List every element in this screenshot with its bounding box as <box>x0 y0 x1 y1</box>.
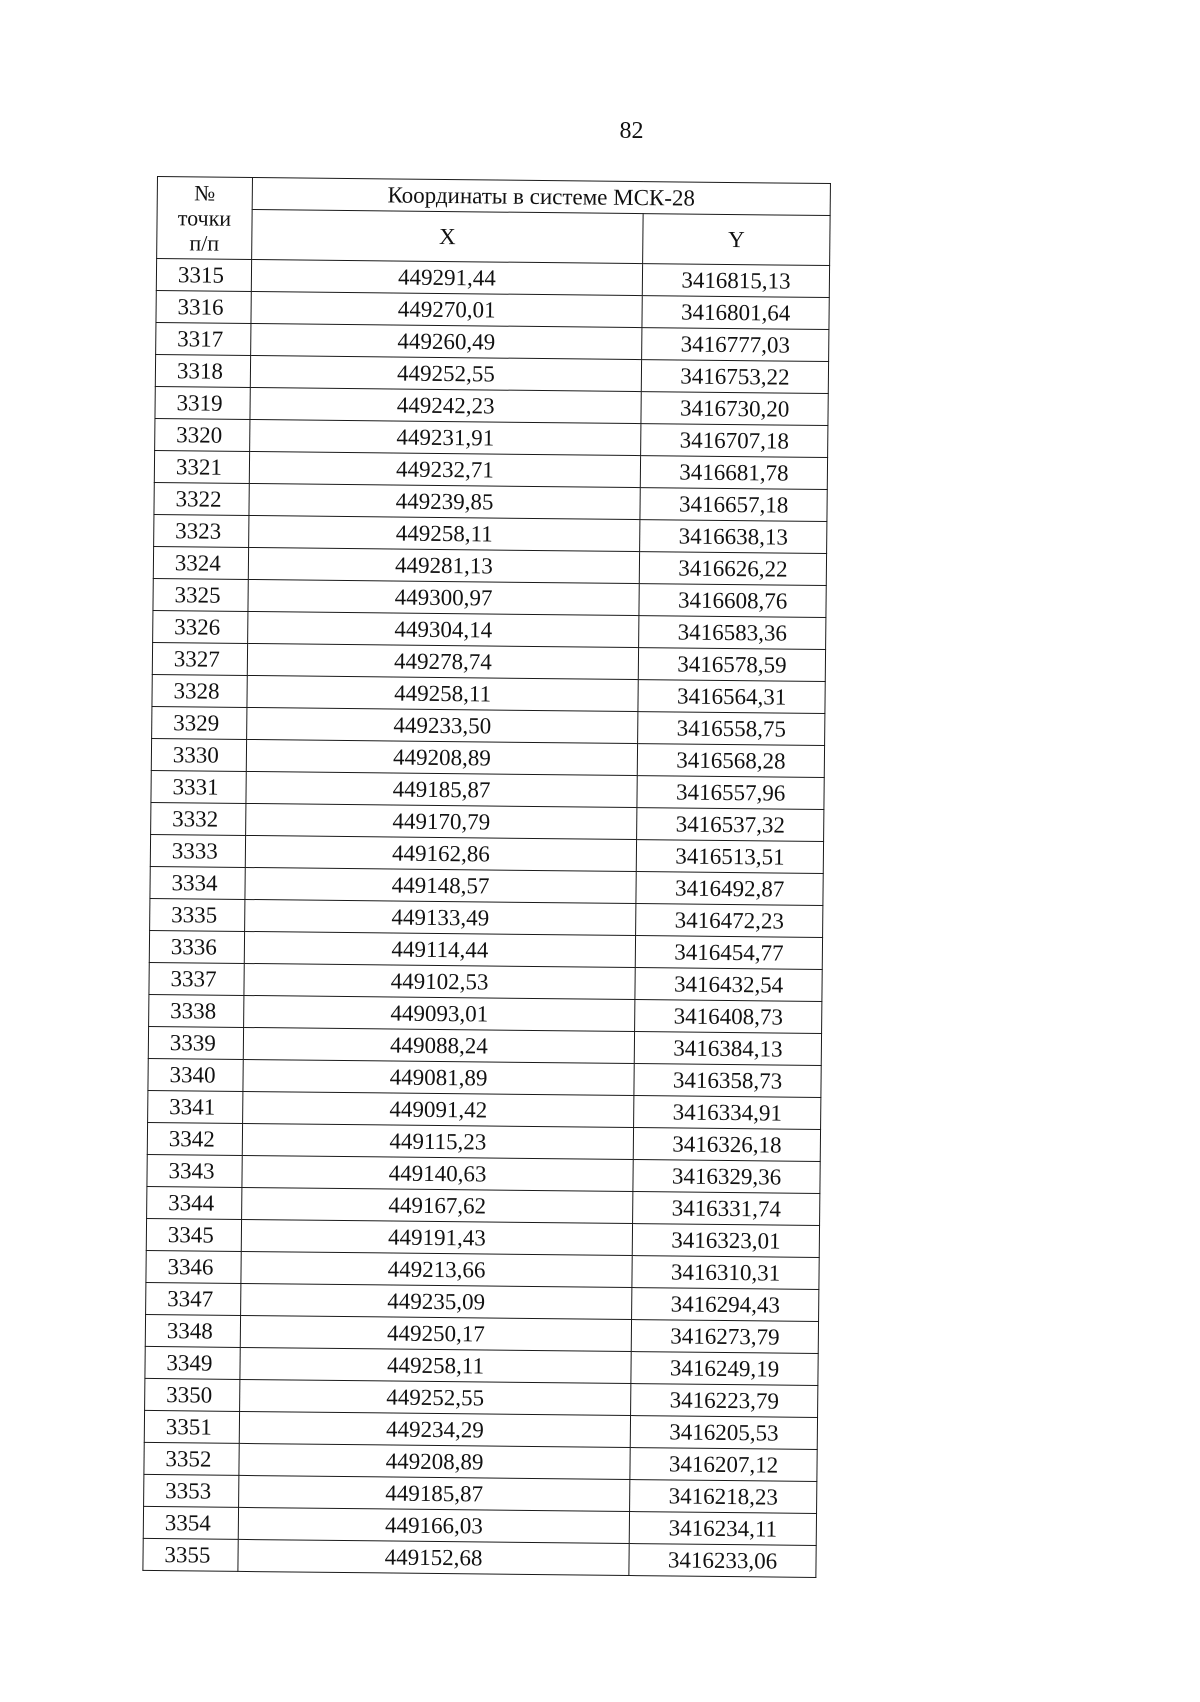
point-number-cell: 3315 <box>156 259 251 292</box>
y-coordinate-cell: 3416557,96 <box>637 776 824 810</box>
y-coordinate-cell: 3416492,87 <box>636 872 823 906</box>
x-coordinate-cell: 449231,91 <box>250 419 642 455</box>
y-coordinate-cell: 3416207,12 <box>630 1448 817 1482</box>
x-coordinate-cell: 449235,09 <box>240 1283 632 1319</box>
x-coordinate-cell: 449148,57 <box>245 867 637 903</box>
x-coordinate-cell: 449114,44 <box>244 931 636 967</box>
point-number-cell: 3350 <box>145 1378 240 1411</box>
y-coordinate-cell: 3416801,64 <box>642 296 829 330</box>
point-number-cell: 3332 <box>151 802 246 835</box>
point-number-cell: 3345 <box>146 1218 241 1251</box>
x-coordinate-cell: 449300,97 <box>248 579 640 615</box>
x-coordinate-cell: 449093,01 <box>243 995 635 1031</box>
coordinates-table <box>142 176 831 1578</box>
y-coordinate-cell: 3416218,23 <box>630 1480 817 1514</box>
y-coordinate-cell: 3416537,32 <box>637 808 824 842</box>
x-coordinate-cell: 449304,14 <box>248 611 640 647</box>
y-coordinate-cell: 3416249,19 <box>631 1352 818 1386</box>
point-number-cell: 3339 <box>148 1026 243 1059</box>
point-number-cell: 3347 <box>146 1282 241 1315</box>
y-coordinate-cell: 3416513,51 <box>636 840 823 874</box>
x-coordinate-cell: 449250,17 <box>240 1315 632 1351</box>
x-coordinate-cell: 449281,13 <box>248 547 640 583</box>
y-column-header: Y <box>643 214 830 266</box>
table-row <box>143 1538 816 1577</box>
point-number-header-line: п/п <box>189 230 220 256</box>
x-coordinate-cell: 449081,89 <box>243 1059 635 1095</box>
x-coordinate-cell: 449258,11 <box>249 515 641 551</box>
y-coordinate-cell: 3416323,01 <box>632 1224 819 1258</box>
point-number-cell: 3336 <box>149 930 244 963</box>
x-coordinate-cell: 449239,85 <box>249 483 641 519</box>
y-coordinate-cell: 3416273,79 <box>631 1320 818 1354</box>
x-coordinate-cell: 449185,87 <box>246 771 638 807</box>
x-coordinate-cell: 449140,63 <box>242 1155 634 1191</box>
point-number-cell: 3342 <box>147 1122 242 1155</box>
x-coordinate-cell: 449242,23 <box>250 387 642 423</box>
x-coordinate-cell: 449258,11 <box>240 1347 632 1383</box>
x-coordinate-cell: 449258,11 <box>247 675 639 711</box>
y-coordinate-cell: 3416815,13 <box>642 264 829 298</box>
point-number-cell: 3321 <box>154 450 249 483</box>
page-number: 82 <box>619 118 644 144</box>
point-number-cell: 3340 <box>148 1058 243 1091</box>
y-coordinate-cell: 3416329,36 <box>633 1160 820 1194</box>
point-number-cell: 3351 <box>144 1410 239 1443</box>
point-number-cell: 3327 <box>152 642 247 675</box>
point-number-header-line: точки <box>177 205 232 231</box>
y-coordinate-cell: 3416626,22 <box>639 552 826 586</box>
x-coordinate-cell: 449291,44 <box>251 259 643 295</box>
x-coordinate-cell: 449252,55 <box>250 355 642 391</box>
y-coordinate-cell: 3416707,18 <box>641 424 828 458</box>
x-coordinate-cell: 449133,49 <box>244 899 636 935</box>
y-coordinate-cell: 3416578,59 <box>638 648 825 682</box>
x-coordinate-cell: 449115,23 <box>242 1123 634 1159</box>
point-number-cell: 3319 <box>155 386 250 419</box>
x-coordinate-cell: 449162,86 <box>245 835 637 871</box>
point-number-header-line: № <box>194 179 216 206</box>
x-coordinate-cell: 449102,53 <box>244 963 636 999</box>
y-coordinate-cell: 3416233,06 <box>629 1544 816 1578</box>
y-coordinate-cell: 3416454,77 <box>635 936 822 970</box>
y-coordinate-cell: 3416608,76 <box>639 584 826 618</box>
x-coordinate-cell: 449270,01 <box>251 291 643 327</box>
y-coordinate-cell: 3416568,28 <box>637 744 824 778</box>
point-number-cell: 3348 <box>145 1314 240 1347</box>
x-coordinate-cell: 449208,89 <box>246 739 638 775</box>
x-column-header: X <box>252 209 644 263</box>
y-coordinate-cell: 3416730,20 <box>641 392 828 426</box>
y-coordinate-cell: 3416358,73 <box>634 1064 821 1098</box>
table-body <box>143 259 830 1578</box>
coordinates-system-header: Координаты в системе МСК-28 <box>252 177 830 215</box>
y-coordinate-cell: 3416432,54 <box>635 968 822 1002</box>
point-number-cell: 3352 <box>144 1442 239 1475</box>
y-coordinate-cell: 3416408,73 <box>635 1000 822 1034</box>
point-number-cell: 3322 <box>154 482 249 515</box>
y-coordinate-cell: 3416681,78 <box>640 456 827 490</box>
point-number-cell: 3353 <box>144 1474 239 1507</box>
x-coordinate-cell: 449185,87 <box>238 1475 630 1511</box>
x-coordinate-cell: 449170,79 <box>245 803 637 839</box>
point-number-cell: 3335 <box>150 898 245 931</box>
point-number-cell: 3317 <box>156 322 251 355</box>
point-number-cell: 3338 <box>149 994 244 1027</box>
point-number-cell: 3334 <box>150 866 245 899</box>
x-coordinate-cell: 449152,68 <box>238 1539 630 1575</box>
x-coordinate-cell: 449208,89 <box>239 1443 631 1479</box>
x-coordinate-cell: 449213,66 <box>241 1251 633 1287</box>
point-number-cell: 3320 <box>155 418 250 451</box>
point-number-cell: 3331 <box>151 770 246 803</box>
x-coordinate-cell: 449167,62 <box>241 1187 633 1223</box>
point-number-cell: 3330 <box>151 738 246 771</box>
x-coordinate-cell: 449166,03 <box>238 1507 630 1543</box>
x-coordinate-cell: 449234,29 <box>239 1411 631 1447</box>
x-coordinate-cell: 449233,50 <box>246 707 638 743</box>
x-coordinate-cell: 449088,24 <box>243 1027 635 1063</box>
y-coordinate-cell: 3416777,03 <box>642 328 829 362</box>
x-coordinate-cell: 449232,71 <box>249 451 641 487</box>
point-number-cell: 3324 <box>153 546 248 579</box>
point-number-cell: 3337 <box>149 962 244 995</box>
y-coordinate-cell: 3416472,23 <box>636 904 823 938</box>
y-coordinate-cell: 3416583,36 <box>639 616 826 650</box>
point-number-cell: 3344 <box>147 1186 242 1219</box>
x-coordinate-cell: 449260,49 <box>251 323 643 359</box>
x-coordinate-cell: 449252,55 <box>239 1379 631 1415</box>
x-coordinate-cell: 449091,42 <box>242 1091 634 1127</box>
point-number-header <box>157 177 253 260</box>
y-coordinate-cell: 3416384,13 <box>634 1032 821 1066</box>
x-coordinate-cell: 449191,43 <box>241 1219 633 1255</box>
y-coordinate-cell: 3416657,18 <box>640 488 827 522</box>
point-number-cell: 3349 <box>145 1346 240 1379</box>
y-coordinate-cell: 3416234,11 <box>629 1512 816 1546</box>
y-coordinate-cell: 3416223,79 <box>631 1384 818 1418</box>
point-number-cell: 3328 <box>152 674 247 707</box>
point-number-cell: 3316 <box>156 290 251 323</box>
y-coordinate-cell: 3416638,13 <box>640 520 827 554</box>
point-number-cell: 3329 <box>152 706 247 739</box>
y-coordinate-cell: 3416331,74 <box>633 1192 820 1226</box>
y-coordinate-cell: 3416558,75 <box>638 712 825 746</box>
point-number-cell: 3354 <box>143 1506 238 1539</box>
y-coordinate-cell: 3416564,31 <box>638 680 825 714</box>
x-coordinate-cell: 449278,74 <box>247 643 639 679</box>
y-coordinate-cell: 3416294,43 <box>632 1288 819 1322</box>
point-number-cell: 3346 <box>146 1250 241 1283</box>
point-number-cell: 3325 <box>153 578 248 611</box>
y-coordinate-cell: 3416310,31 <box>632 1256 819 1290</box>
point-number-cell: 3333 <box>150 834 245 867</box>
y-coordinate-cell: 3416205,53 <box>630 1416 817 1450</box>
point-number-cell: 3341 <box>148 1090 243 1123</box>
point-number-cell: 3343 <box>147 1154 242 1187</box>
point-number-cell: 3323 <box>154 514 249 547</box>
y-coordinate-cell: 3416334,91 <box>634 1096 821 1130</box>
y-coordinate-cell: 3416326,18 <box>633 1128 820 1162</box>
y-coordinate-cell: 3416753,22 <box>641 360 828 394</box>
point-number-cell: 3355 <box>143 1538 238 1571</box>
point-number-cell: 3318 <box>155 354 250 387</box>
point-number-cell: 3326 <box>153 610 248 643</box>
